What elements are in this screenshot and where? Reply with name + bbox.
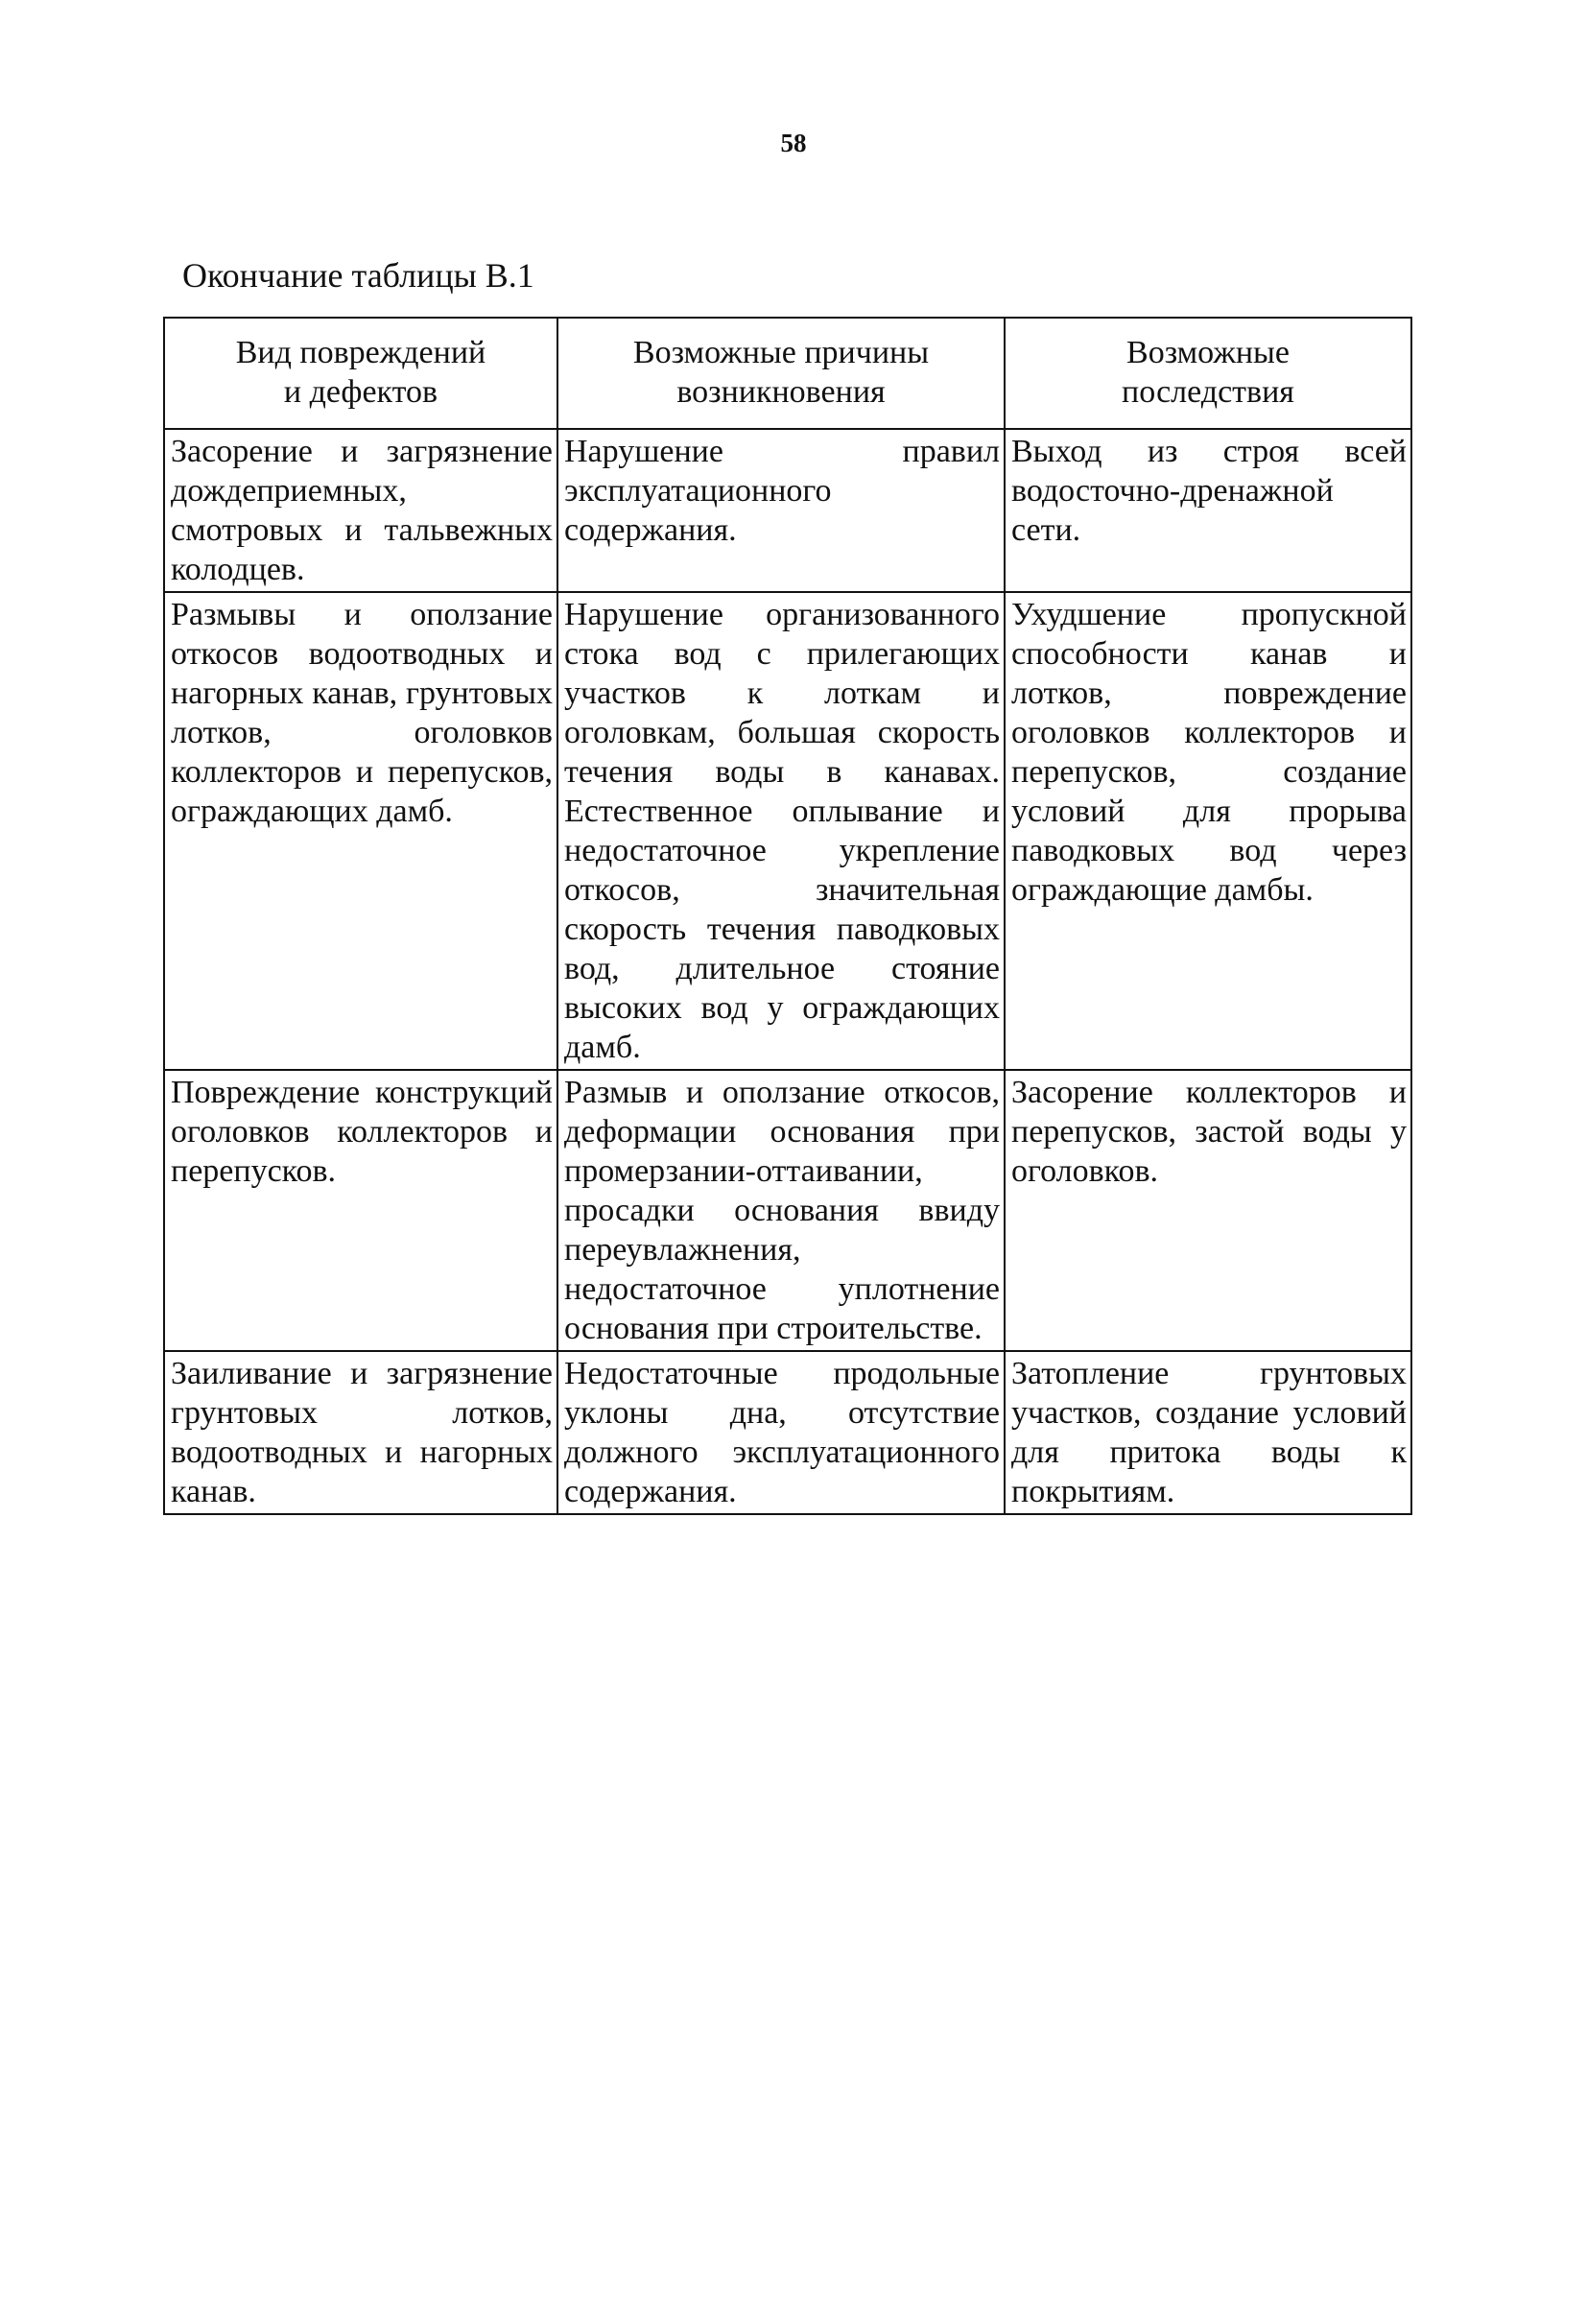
cell-damage-type: Засорение и загрязнение дождеприемных, смотровых и тальвежных колодцев. — [164, 429, 557, 592]
cell-possible-consequences: Ухудшение пропускной способности канав и лотков, повреждение оголовков коллекторов и перепусков, создание условий для прорыва паводковых вод через ограждающие дамбы. — [1005, 592, 1411, 1070]
table-row — [164, 1070, 1411, 1351]
page-number: 58 — [780, 129, 807, 157]
cell-possible-causes: Нарушение организованного стока вод с прилегающих участков к лоткам и оголовкам, большая скорость течения воды в канавах. Естественное оплывание и недостаточное укрепление откосов, значительная скорость течения паводковых вод, длительное стояние высоких вод у ограждающих дамб. — [557, 592, 1005, 1070]
table-row — [164, 1351, 1411, 1514]
cell-possible-causes: Нарушение правил эксплуатационного содержания. — [557, 429, 1005, 592]
header-line: возникновения — [676, 374, 886, 410]
cell-possible-consequences: Затопление грунтовых участков, создание условий для притока воды к покрытиям. — [1005, 1351, 1411, 1514]
header-line: и дефектов — [283, 374, 438, 410]
table-row — [164, 592, 1411, 1070]
header-line: Возможные — [1126, 335, 1290, 370]
cell-damage-type: Заиливание и загрязнение грунтовых лотков, водоотводных и нагорных канав. — [164, 1351, 557, 1514]
cell-damage-type: Размывы и оползание откосов водоотводных и нагорных канав, грунтовых лотков, оголовков коллекторов и перепусков, ограждающих дамб. — [164, 592, 557, 1070]
cell-possible-causes: Размыв и оползание откосов, деформации основания при промерзании-оттаивании, просадки основания ввиду переувлажнения, недостаточное уплотнение основания при строительстве. — [557, 1070, 1005, 1351]
cell-possible-consequences: Засорение коллекторов и перепусков, застой воды у оголовков. — [1005, 1070, 1411, 1351]
header-possible-causes — [557, 318, 1005, 429]
cell-possible-causes: Недостаточные продольные уклоны дна, отсутствие должного эксплуатационного содержания. — [557, 1351, 1005, 1514]
table-caption: Окончание таблицы В.1 — [182, 256, 534, 295]
cell-possible-consequences: Выход из строя всей водосточно-дренажной сети. — [1005, 429, 1411, 592]
header-line: последствия — [1122, 374, 1294, 410]
header-possible-consequences — [1005, 318, 1411, 429]
header-damage-type — [164, 318, 557, 429]
header-line: Возможные причины — [632, 335, 930, 370]
table-row — [164, 429, 1411, 592]
cell-damage-type: Повреждение конструкций оголовков коллекторов и перепусков. — [164, 1070, 557, 1351]
defects-table — [163, 317, 1412, 1515]
header-line: Вид повреждений — [235, 335, 486, 370]
table-header-row — [164, 318, 1411, 429]
